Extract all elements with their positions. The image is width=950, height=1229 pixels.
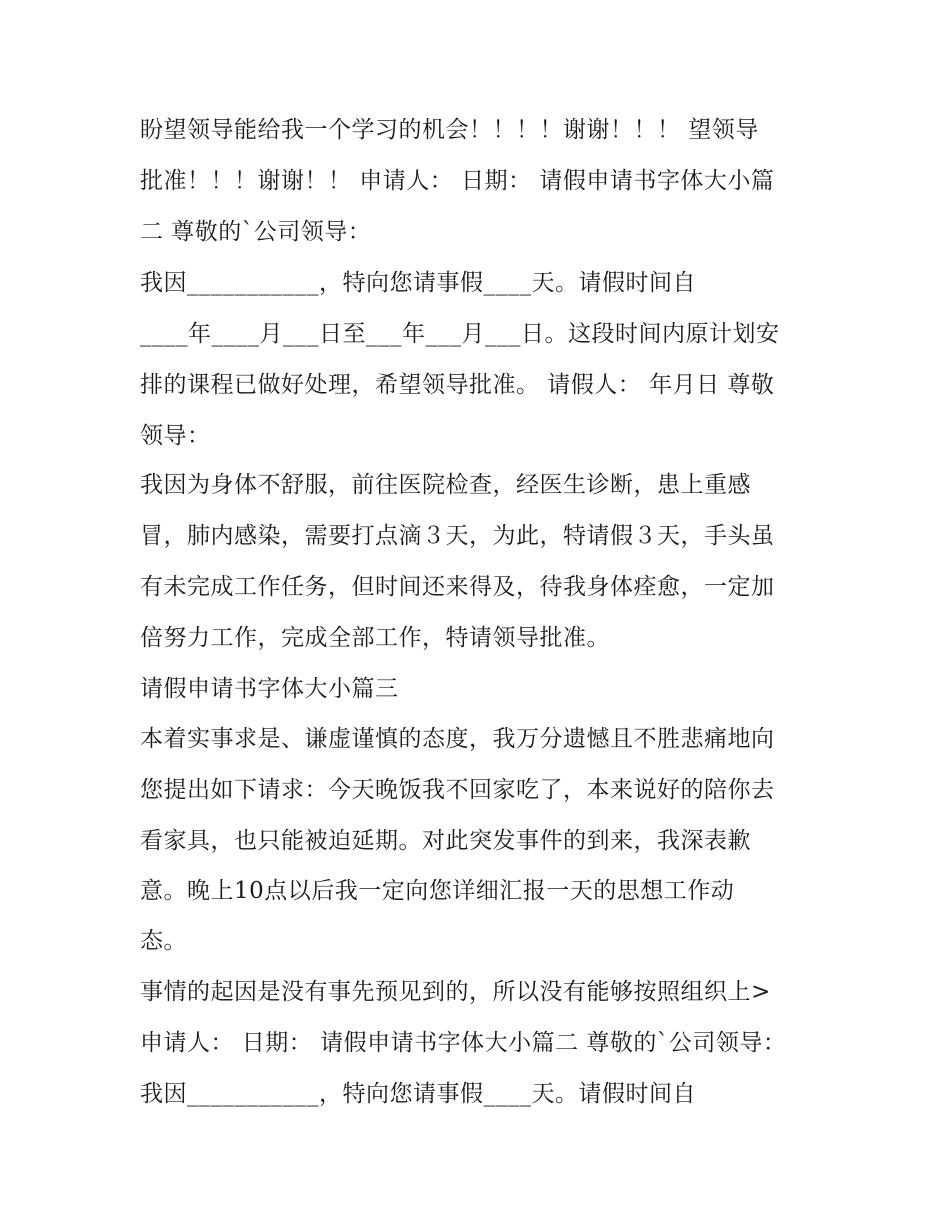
section-heading: 请假申请书字体大小篇三 [140, 676, 399, 702]
text-line-15: 看家具，也只能被迫延期。对此突发事件的到来，我深表歉 [140, 828, 751, 854]
text-line-1: 盼望领导能给我一个学习的机会！！！！谢谢！！！ 望领导 [140, 117, 759, 143]
text-line-6: 排的课程已做好处理，希望领导批准。 请假人： 年月日 尊敬 [140, 372, 775, 398]
text-line-2: 批准！！！谢谢！！ 申请人： 日期： 请假申请书字体大小篇 [140, 168, 775, 194]
text-line-5: ____年____月___日至___年___月___日。这段时间内原计划安 [140, 321, 780, 347]
text-line-13: 本着实事求是、谦虚谨慎的态度，我万分遗憾且不胜悲痛地向 [140, 726, 775, 752]
text-line-19: 申请人： 日期： 请假申请书字体大小篇二 尊敬的`公司领导： [140, 1030, 787, 1056]
text-line-10: 有未完成工作任务，但时间还来得及，待我身体痊愈，一定加 [140, 574, 775, 600]
text-line-16: 意。晚上10点以后我一定向您详细汇报一天的思想工作动 [140, 878, 735, 904]
text-line-3: 二 尊敬的`公司领导： [140, 219, 372, 245]
text-line-9: 冒，肺内感染，需要打点滴３天，为此，特请假３天，手头虽 [140, 523, 775, 549]
text-line-4: 我因___________，特向您请事假____天。请假时间自 [140, 270, 696, 296]
text-line-7: 领导： [140, 423, 211, 449]
text-line-20: 我因___________，特向您请事假____天。请假时间自 [140, 1081, 696, 1107]
text-line-11: 倍努力工作，完成全部工作，特请领导批准。 [140, 625, 610, 651]
text-line-8: 我因为身体不舒服，前往医院检查，经医生诊断，患上重感 [140, 472, 751, 498]
text-line-18: 事情的起因是没有事先预见到的，所以没有能够按照组织上> [140, 979, 771, 1005]
text-line-17: 态。 [140, 928, 187, 954]
text-line-14: 您提出如下请求：今天晚饭我不回家吃了，本来说好的陪你去 [140, 777, 775, 803]
